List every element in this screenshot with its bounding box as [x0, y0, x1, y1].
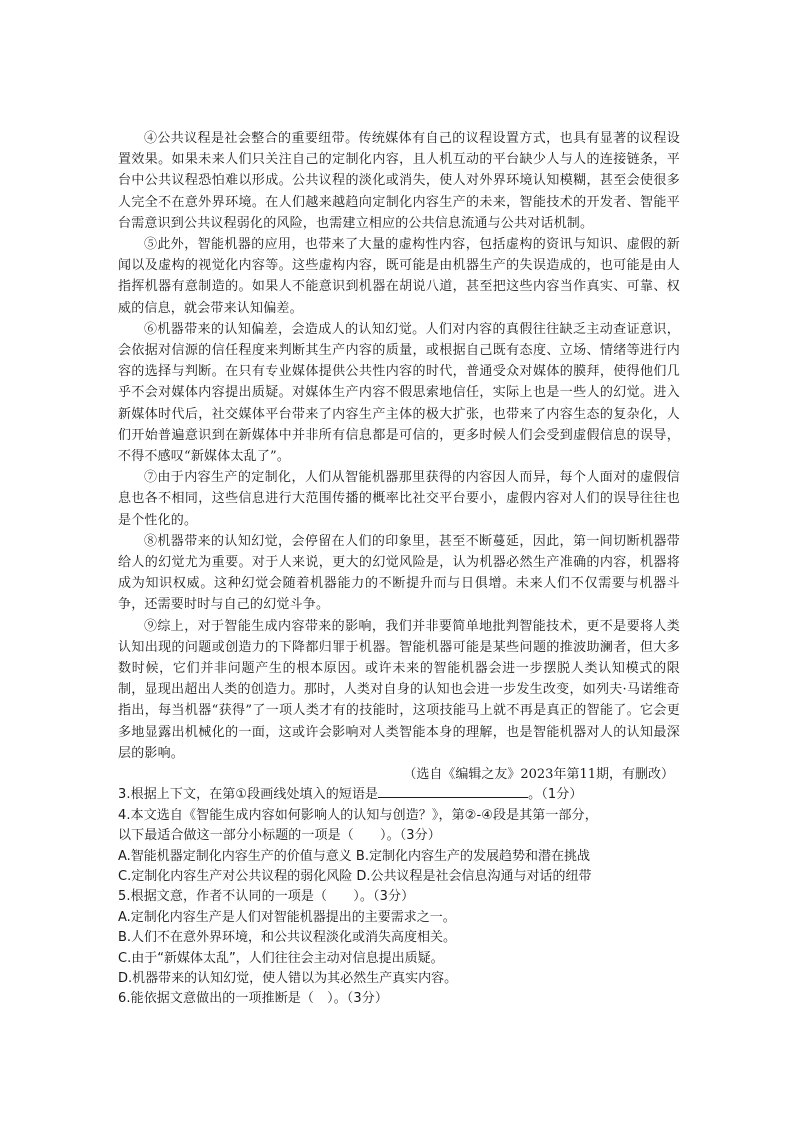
question-4-options-ab: A.智能机器定制化内容生产的价值与意义 B.定制化内容生产的发展趋势和潜在挑战	[118, 848, 590, 864]
source-citation: （选自《编辑之友》2023年第11期，有删改）	[403, 767, 674, 783]
exam-page	[118, 128, 680, 1010]
paragraph-8: ⑧机器带来的认知幻觉，会停留在人们的印象里，甚至不断蔓延，因此，第一间切断机器带给人的幻觉尤为重要。对于人来说，更大的幻觉风险是，认为机器必然生产准确的内容，机器将成为知识权威。这种幻觉会随着机器能力的不断提升而与日俱增。未来人们不仅需要与机器斗争，还需要时时与自己的幻觉斗争。	[118, 533, 680, 613]
question-5-option-c: C.由于“新媒体太乱”，人们往往会主动对信息提出质疑。	[118, 950, 444, 966]
question-6: 6.能依据文意做出的一项推断是（ ）。（3分）	[118, 991, 388, 1007]
paragraph-7: ⑦由于内容生产的定制化，人们从智能机器那里获得的内容因人而异，每个人面对的虚假信息也各不相同，这些信息进行大范围传播的概率比社交平台要小，虚假内容对人们的误导往往也是个性化的。	[118, 470, 680, 528]
answer-blank[interactable]	[378, 785, 528, 798]
question-5: 5.根据文意，作者不认同的一项是（ ）。（3分）	[118, 889, 415, 905]
paragraph-4: ④公共议程是社会整合的重要纽带。传统媒体有自己的议程设置方式，也具有显著的议程设置效果。如果未来人们只关注自己的定制化内容，且人机互动的平台缺少人与人的连接链条，平台中公共议程恐怕难以形成。公共议程的淡化或消失，使人对外界环境认知模糊，甚至会使很多人完全不在意外界环境。在人们越来越趋向定制化内容生产的未来，智能技术的开发者、智能平台需意识到公共议程弱化的风险，也需建立相应的公共信息流通与公共对话机制。	[118, 131, 680, 231]
question-3-text: 3.根据上下文，在第①段画线处填入的短语是	[118, 787, 379, 803]
question-4-options-cd: C.定制化内容生产对公共议程的弱化风险 D.公共议程是社会信息沟通与对话的纽带	[118, 868, 592, 884]
question-3-score: 。（1分）	[528, 787, 583, 803]
question-3	[118, 785, 680, 805]
question-5-option-d: D.机器带来的认知幻觉，使人错以为其必然生产真实内容。	[118, 970, 458, 986]
paragraph-6: ⑥机器带来的认知偏差，会造成人的认知幻觉。人们对内容的真假往往缺乏主动查证意识，会依据对信源的信任程度来判断其生产内容的质量，或根据自己既有态度、立场、情绪等进行内容的选择与判断。在只有专业媒体提供公共性内容的时代，普通受众对媒体的膜拜，使得他们几乎不会对媒体内容提出质疑。对媒体生产内容不假思索地信任，实际上也是一些人的幻觉。进入新媒体时代后，社交媒体平台带来了内容生产主体的极大扩张，也带来了内容生态的复杂化，人们开始普遍意识到在新媒体中并非所有信息都是可信的，更多时候人们会受到虚假信息的误导，不得不感叹“新媒体太乱了”。	[118, 321, 680, 465]
question-5-option-a: A.定制化内容生产是人们对智能机器提出的主要需求之一。	[118, 909, 456, 925]
paragraph-9: ⑨综上，对于智能生成内容带来的影响，我们并非要简单地批判智能技术，更不是要将人类认知出现的问题或创造力的下降都归罪于机器。智能机器可能是某些问题的推波助澜者，但大多数时候，它们并非问题产生的根本原因。或许未来的智能机器会进一步摆脱人类认知模式的限制，显现出超出人类的创造力。那时，人类对自身的认知也会进一步发生改变，如列夫·马诺维奇指出，每当机器“获得”了一项人类才有的技能时，这项技能马上就不再是真正的智能了。它会更多地显露出机械化的一面，这或许会影响对人类智能本身的理解，也是智能机器对人的认知最深层的影响。	[118, 618, 680, 761]
paragraph-5: ⑤此外，智能机器的应用，也带来了大量的虚构性内容，包括虚构的资讯与知识、虚假的新闻以及虚构的视觉化内容等。这些虚构内容，既可能是由机器生产的失误造成的，也可能是由人指挥机器有意制造的。如果人不能意识到机器在胡说八道，甚至把这些内容当作真实、可靠、权威的信息，就会带来认知偏差。	[118, 237, 680, 316]
question-4-line-1: 4.本文选自《智能生成内容如何影响人的认知与创造？》，第②-④段是其第一部分，	[118, 807, 598, 823]
question-4-line-2: 以下最适合做这一部分小标题的一项是（ ）。（3分）	[118, 828, 441, 844]
question-5-option-b: B.人们不在意外界环境，和公共议程淡化或消失高度相关。	[118, 930, 457, 946]
